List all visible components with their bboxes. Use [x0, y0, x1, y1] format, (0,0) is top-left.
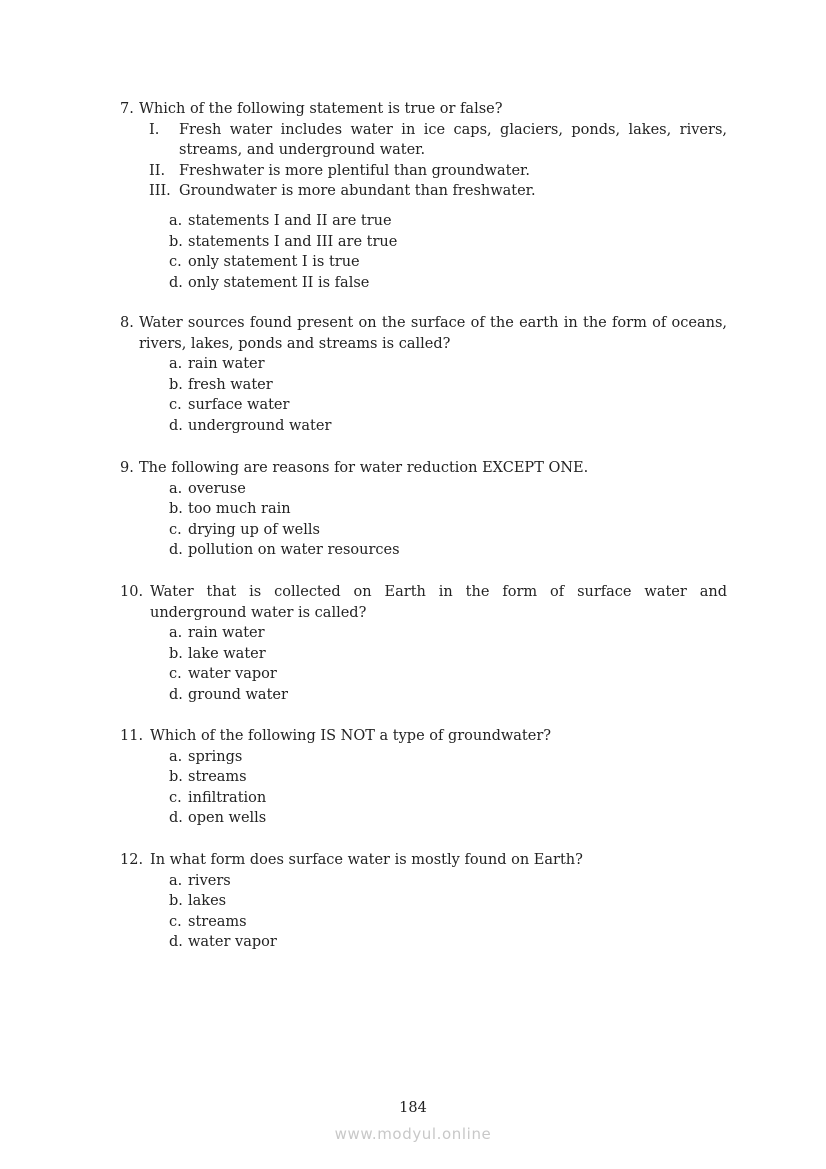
option-item: [169, 416, 727, 437]
option-item: [169, 354, 727, 375]
option-text: only statement II is false: [188, 274, 370, 291]
option-text: only statement I is true: [188, 254, 360, 271]
question-9: [120, 458, 727, 561]
option-item: [169, 499, 727, 520]
question-number: 9.: [120, 460, 134, 476]
option-text: streams: [188, 913, 247, 930]
question-text: Water sources found present on the surface of the earth in the form of oceans, rivers, lakes, ponds and streams is called?: [139, 315, 727, 352]
option-letter: b.: [169, 501, 183, 518]
option-item: [169, 912, 727, 933]
option-item: [169, 540, 727, 561]
question-12: [120, 850, 727, 953]
option-letter: c.: [169, 521, 182, 538]
option-letter: d.: [169, 686, 183, 703]
option-item: [169, 767, 727, 788]
statement-text: Freshwater is more plentiful than groundwater.: [179, 162, 530, 179]
option-text: pollution on water resources: [188, 542, 400, 559]
option-letter: b.: [169, 233, 183, 250]
option-list: [120, 871, 727, 953]
option-item: [169, 685, 727, 706]
question-10: [120, 582, 727, 706]
option-letter: d.: [169, 417, 183, 434]
option-text: surface water: [188, 397, 290, 414]
option-item: [169, 273, 727, 294]
option-list: [120, 747, 727, 829]
question-number: 10.: [120, 584, 144, 600]
option-letter: a.: [169, 356, 183, 373]
question-number: 12.: [120, 852, 144, 868]
statement-numeral: II.: [149, 162, 166, 179]
statement-list: [120, 120, 727, 202]
question-7: [120, 99, 727, 293]
statement-text: Groundwater is more abundant than freshwater.: [179, 183, 536, 200]
statement-text: Fresh water includes water in ice caps, glaciers, ponds, lakes, rivers, streams, and underground water.: [179, 121, 727, 159]
option-letter: c.: [169, 397, 182, 414]
question-number: 8.: [120, 315, 134, 331]
option-letter: b.: [169, 769, 183, 786]
statement-numeral: I.: [149, 121, 160, 138]
option-text: springs: [188, 748, 243, 765]
question-8: [120, 313, 727, 437]
option-item: [169, 623, 727, 644]
option-letter: a.: [169, 212, 183, 229]
option-text: water vapor: [188, 666, 277, 683]
watermark: www.modyul.online: [334, 1125, 492, 1143]
option-letter: a.: [169, 748, 183, 765]
option-text: streams: [188, 769, 247, 786]
option-item: [169, 932, 727, 953]
option-letter: a.: [169, 872, 183, 889]
option-letter: a.: [169, 625, 183, 642]
option-letter: b.: [169, 645, 183, 662]
question-text: Which of the following IS NOT a type of groundwater?: [150, 728, 552, 744]
option-item: [169, 479, 727, 500]
page-number: 184: [399, 1100, 427, 1116]
option-letter: d.: [169, 934, 183, 951]
option-text: water vapor: [188, 934, 277, 951]
option-text: underground water: [188, 417, 332, 434]
option-list: [120, 211, 727, 293]
option-letter: b.: [169, 376, 183, 393]
option-item: [169, 891, 727, 912]
option-letter: d.: [169, 810, 183, 827]
question-number: 11.: [120, 728, 144, 744]
statement-item: [149, 181, 727, 202]
option-letter: c.: [169, 666, 182, 683]
option-letter: c.: [169, 254, 182, 271]
option-letter: d.: [169, 274, 183, 291]
option-text: overuse: [188, 480, 246, 497]
option-text: rivers: [188, 872, 231, 889]
option-text: statements I and III are true: [188, 233, 398, 250]
option-list: [120, 479, 727, 561]
option-item: [169, 808, 727, 829]
option-item: [169, 747, 727, 768]
option-list: [120, 623, 727, 705]
option-item: [169, 232, 727, 253]
question-text: Which of the following statement is true or false?: [139, 101, 503, 117]
statement-item: [149, 120, 727, 161]
option-letter: c.: [169, 789, 182, 806]
question-text: The following are reasons for water reduction EXCEPT ONE.: [139, 460, 589, 476]
option-text: rain water: [188, 356, 265, 373]
option-item: [169, 788, 727, 809]
option-item: [169, 252, 727, 273]
option-item: [169, 375, 727, 396]
option-text: lakes: [188, 893, 227, 910]
option-letter: b.: [169, 893, 183, 910]
statement-item: [149, 161, 727, 182]
option-text: drying up of wells: [188, 521, 320, 538]
option-text: too much rain: [188, 501, 291, 518]
option-item: [169, 395, 727, 416]
option-item: [169, 871, 727, 892]
question-text: In what form does surface water is mostly found on Earth?: [150, 852, 583, 868]
option-text: infiltration: [188, 789, 267, 806]
option-letter: c.: [169, 913, 182, 930]
option-list: [120, 354, 727, 436]
option-letter: d.: [169, 542, 183, 559]
option-text: fresh water: [188, 376, 273, 393]
question-number: 7.: [120, 101, 134, 117]
option-text: ground water: [188, 686, 288, 703]
option-item: [169, 644, 727, 665]
option-text: statements I and II are true: [188, 212, 392, 229]
statement-numeral: III.: [149, 183, 171, 200]
option-text: open wells: [188, 810, 267, 827]
question-text: Water that is collected on Earth in the form of surface water and underground water is called?: [150, 584, 727, 621]
option-text: rain water: [188, 625, 265, 642]
option-item: [169, 520, 727, 541]
option-letter: a.: [169, 480, 183, 497]
question-11: [120, 726, 727, 829]
option-item: [169, 211, 727, 232]
option-item: [169, 664, 727, 685]
option-text: lake water: [188, 645, 266, 662]
